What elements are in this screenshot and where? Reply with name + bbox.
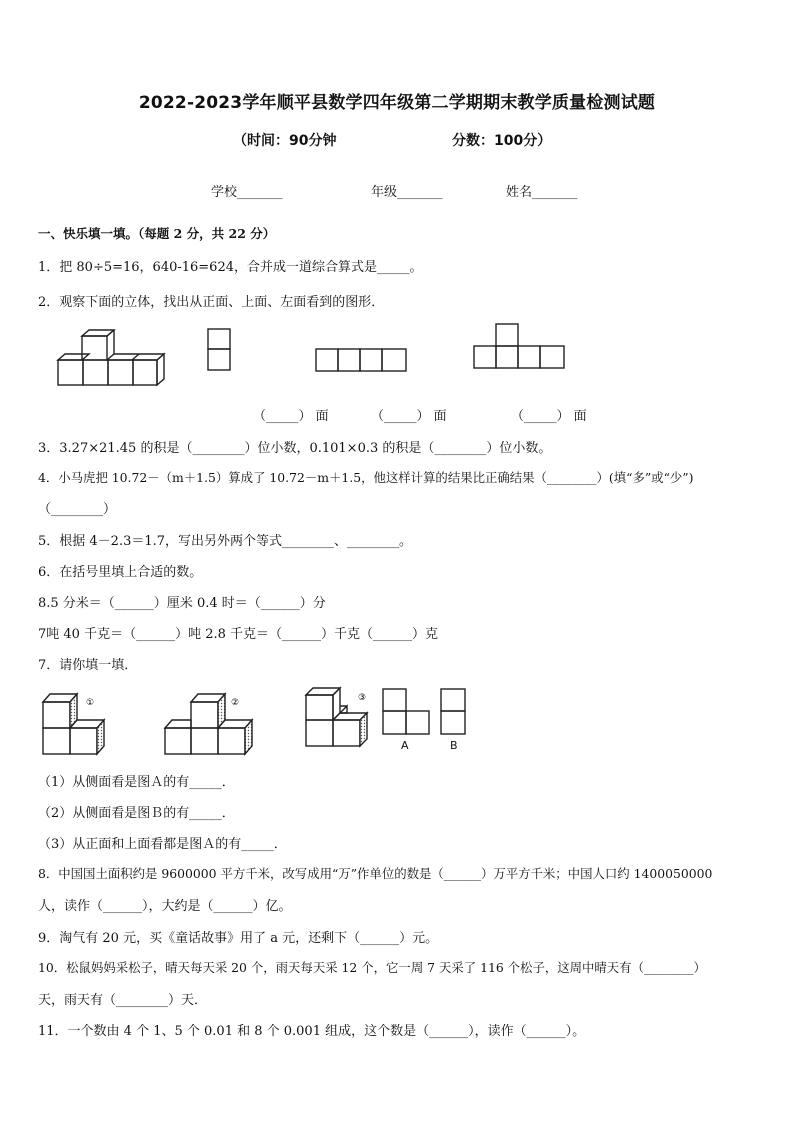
q7-figure-1 [40,690,126,758]
section-heading: 一、快乐填一填。（每题 2 分，共 22 分） [38,226,276,241]
q2-caption-2: （_____） 面 [371,409,447,424]
q2-caption-3: （_____） 面 [511,409,587,424]
question-7-2: （2）从侧面看是图Ｂ的有_____． [38,806,235,821]
q7-figure-3 [303,686,383,752]
page-title: 2022-2023学年顺平县数学四年级第二学期期末教学质量检测试题 [138,93,656,113]
question-11: 11．一个数由 4 个 1、5 个 0.01 和 8 个 0.001 组成，这个数是（______），读作（______）。 [38,1024,586,1039]
q2-solid-figure [52,326,170,388]
question-6a: 8.5 分米＝（______）厘米 0.4 时＝（______）分 [38,596,326,611]
q7-mark-3: ③ [358,693,367,703]
q2-view-3 [472,322,568,372]
question-7: 7．请你填一填． [38,658,138,673]
q7-label-b: B [450,739,458,752]
question-7-3: （3）从正面和上面看都是图Ａ的有_____． [38,837,287,852]
q7-mark-1: ① [86,698,95,708]
question-8: 8．中国国土面积约是 9600000 平方千米，改写成用“万”作单位的数是（______）万平方千米；中国人口约 1400050000 [38,866,713,881]
question-3: 3．3.27×21.45 的积是（________）位小数，0.101×0.3 的积是（________）位小数。 [38,441,552,456]
question-9: 9．淘气有 20 元，买《童话故事》用了 a 元，还剩下（______）元。 [38,931,439,946]
question-8b: 人，读作（______），大约是（______）亿。 [38,899,292,914]
question-7-1: （1）从侧面看是图Ａ的有_____． [38,775,235,790]
q2-view-1 [206,327,234,373]
q2-view-2 [314,347,410,375]
q7-mark-2: ② [231,698,240,708]
question-10: 10．松鼠妈妈采松子，晴天每天采 20 个，雨天每天采 12 个，它一周 7 天采了 116 个松子，这周中晴天有（________） [38,960,706,975]
school-field: 学校_______ [211,185,283,200]
question-6: 6．在括号里填上合适的数。 [38,565,203,580]
question-6b: 7吨 40 千克＝（______）吨 2.8 千克＝（______）千克（______）克 [38,627,439,642]
question-2: 2．观察下面的立体，找出从正面、上面、左面看到的图形． [38,295,385,310]
exam-time: （时间：90分钟 [233,133,337,149]
grade-field: 年级_______ [371,185,443,200]
question-5: 5．根据 4－2.3＝1.7，写出另外两个等式________、________。 [38,534,413,549]
q7-view-b [439,687,469,737]
q2-caption-1: （_____） 面 [253,409,329,424]
question-1: 1．把 80÷5=16，640-16=624，合并成一道综合算式是_____。 [38,260,423,275]
q7-figure-2 [163,690,263,758]
exam-score: 分数：100分） [452,133,552,149]
question-4-answer: （________） [38,502,117,517]
name-field: 姓名_______ [506,185,578,200]
question-10b: 天，雨天有（________）天． [38,993,208,1008]
q7-view-a [381,687,433,737]
q7-label-a: A [401,739,409,752]
question-4: 4．小马虎把 10.72－（m＋1.5）算成了 10.72－m＋1.5，他这样计算的结果比正确结果（________）(填“多”或“少”) [38,470,694,485]
